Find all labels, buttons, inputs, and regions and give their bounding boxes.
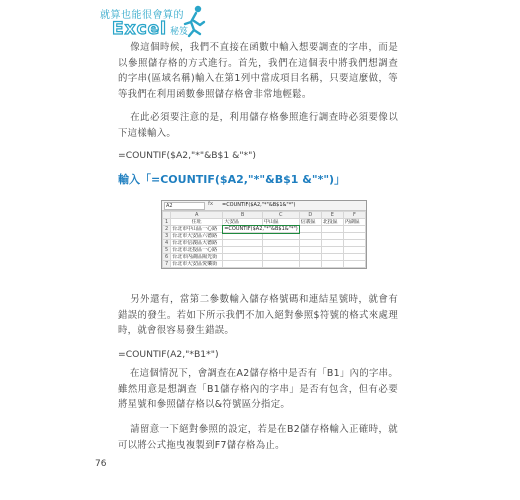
paragraph-1: 像這個時候，我們不直接在函數中輸入想要調查的字串，而是以參照儲存格的方式進行。首先，我們在這個表中將我們想調查的字串(區域名稱)輸入在第1列中當成項目名稱，只要這麼做，等等我們在利用函數參照儲存格會非常地輕鬆。 (118, 42, 398, 100)
cell: 台北市大安區六德路 (171, 233, 223, 240)
book-brand-suffix: 秘笈 (170, 27, 189, 37)
cell (343, 240, 365, 247)
cell (299, 254, 321, 261)
table-row (163, 226, 366, 233)
cell (343, 247, 365, 254)
cell (321, 226, 343, 233)
column-header: D (299, 212, 321, 219)
row-header: 4 (163, 240, 171, 247)
paragraph-2: 在此必須要注意的是，利用儲存格參照進行調查時必須要像以下這樣輸入。 (118, 112, 398, 139)
cell (343, 226, 365, 233)
table-row (163, 240, 366, 247)
table-row (163, 247, 366, 254)
cell (223, 233, 263, 240)
cell: 中山區 (262, 219, 299, 226)
paragraph-5: 請留意一下絕對參照的設定，若是在B2儲存格輸入正確時，就可以將公式拖曳複製到F7儲存格為止。 (118, 424, 398, 451)
cell (262, 240, 299, 247)
column-header: B (223, 212, 263, 219)
cell (262, 247, 299, 254)
cell (321, 247, 343, 254)
cell: 信義區 (299, 219, 321, 226)
cell (321, 233, 343, 240)
column-header: E (321, 212, 343, 219)
cell: 北投區 (321, 219, 343, 226)
paragraph-4: 在這個情況下，會調查在A2儲存格中是否有「B1」內的字串。雖然用意是想調查「B1儲存格內的字串」是否有包含，但有必要將星號和參照儲存格以&符號區分指定。 (118, 368, 398, 411)
cell (321, 254, 343, 261)
cell: 住址 (171, 219, 223, 226)
row-header: 3 (163, 233, 171, 240)
cell (299, 247, 321, 254)
cell (321, 261, 343, 268)
cell (299, 226, 321, 233)
cell: 台北市大安區愛樂街 (171, 261, 223, 268)
cell (343, 261, 365, 268)
formula-relative: =COUNTIF(A2,"*B1*") (118, 349, 219, 360)
formula-bar (162, 201, 366, 211)
cell (343, 233, 365, 240)
cell (321, 240, 343, 247)
cell (343, 254, 365, 261)
cell (262, 233, 299, 240)
page-number: 76 (95, 459, 107, 469)
book-brand: Excel (112, 19, 168, 39)
cell (223, 254, 263, 261)
formula-absolute: =COUNTIF($A2,"*"&B$1 &"*") (118, 150, 256, 161)
book-header (70, 4, 230, 42)
table-row (163, 261, 366, 268)
fx-icon: fx (208, 201, 214, 207)
cell (299, 240, 321, 247)
table-row (163, 219, 366, 226)
column-header: C (262, 212, 299, 219)
cell: 台北市中山區一心路 (171, 226, 223, 233)
cell: 台北市信義區大德路 (171, 240, 223, 247)
cell (262, 261, 299, 268)
cell (299, 233, 321, 240)
corner-cell (163, 212, 171, 219)
column-header-row (163, 212, 366, 219)
row-header: 1 (163, 219, 171, 226)
formula-bar-text: =COUNTIF($A2,"*"&B$1&"*") (222, 202, 296, 208)
name-box: A2 (164, 202, 205, 210)
cell (262, 254, 299, 261)
cell (223, 240, 263, 247)
table-row (163, 254, 366, 261)
running-figure-icon (178, 4, 208, 38)
cell: 大安區 (223, 219, 263, 226)
cell (223, 247, 263, 254)
cell (299, 261, 321, 268)
row-header: 5 (163, 247, 171, 254)
cell: 台北市北投區一心路 (171, 247, 223, 254)
row-header: 2 (163, 226, 171, 233)
row-header: 6 (163, 254, 171, 261)
cell: 內湖區 (343, 219, 365, 226)
active-cell: =COUNTIF($A2,"*"&B$1&"*") (224, 226, 298, 232)
table-row (163, 233, 366, 240)
paragraph-3: 另外還有，當第二參數輸入儲存格號碼和連結星號時，就會有錯誤的發生。若如下所示我們不加入絕對參照$符號的格式來處理時，就會很容易發生錯誤。 (118, 294, 398, 337)
column-header: A (171, 212, 223, 219)
column-header: F (343, 212, 365, 219)
cell: 台北市內湖區陽光街 (171, 254, 223, 261)
input-instruction: 輸入「=COUNTIF($A2,"*"&B$1 &"*")」 (118, 173, 346, 186)
cell-grid (162, 211, 366, 268)
cell (223, 261, 263, 268)
spreadsheet-screenshot (161, 200, 367, 269)
row-header: 7 (163, 261, 171, 268)
book-subtitle: 就算也能很會算的 (100, 10, 184, 21)
